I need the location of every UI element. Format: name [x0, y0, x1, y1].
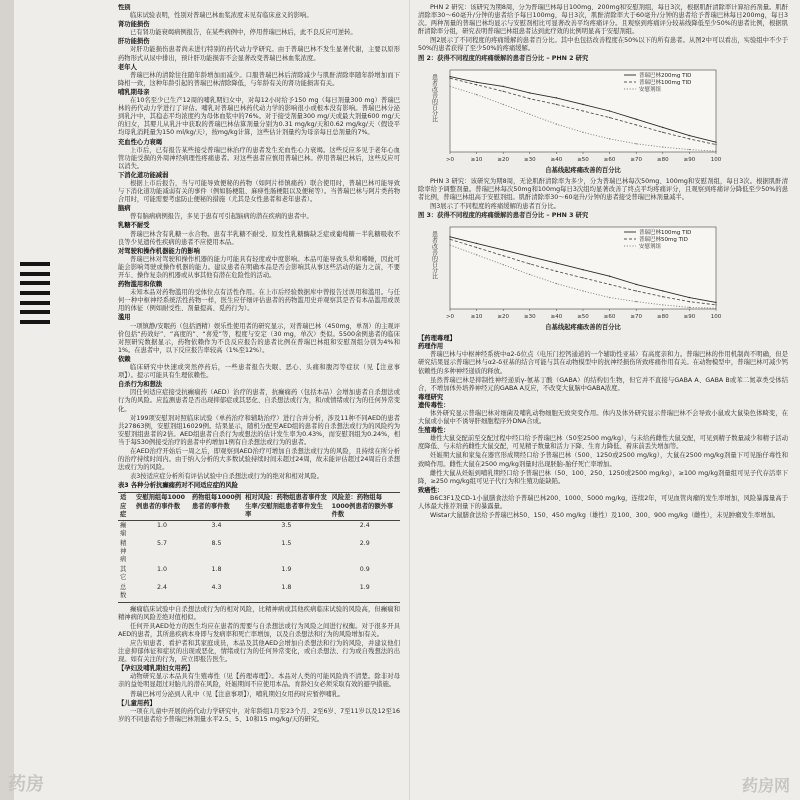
data-point — [689, 148, 690, 149]
table-cell: 2.9 — [359, 539, 370, 547]
pharmacology-toxicology-text — [418, 335, 788, 520]
paragraph: 普瑞巴林对驾驶和操作机器的能力可能具有轻度或中度影响。本品可能导致头晕和嗜睡，因此可能会影响驾驶或操作机器的能力。建议患者在明确本品是否会影响其从事这些活动的能力之前，不要开车、操作复杂的机器或从事其他有潜在危险性的活动。 — [118, 255, 400, 279]
data-point — [636, 143, 637, 144]
table-3-header-cell: 药物组每1000例患者的事件数 — [192, 494, 242, 510]
legend-label: 普瑞巴林200mg TID — [639, 72, 692, 79]
data-point — [609, 110, 610, 111]
data-point — [715, 144, 716, 145]
y-axis-label: 患者改善的百分比 — [430, 73, 438, 122]
section-heading: 老年人 — [118, 63, 137, 71]
table-cell: 3.5 — [281, 521, 292, 529]
x-tick-label: ≥60 — [603, 156, 616, 163]
left-column — [118, 4, 400, 800]
phn3-study-text — [418, 178, 788, 211]
table-cell: 总数 — [120, 584, 127, 600]
legend-label: 普瑞巴林50mg TID — [639, 237, 688, 244]
paragraph: 任何开具AED处方的医生均应在患者的需要与自杀想法或行为风险之间进行权衡。对于很多开具AED的患者，其所患疾病本身即与发病率和死亡率增加，以及自杀想法和行为的风险增加有关。 — [118, 622, 400, 638]
data-point — [715, 304, 716, 305]
data-point — [503, 255, 504, 256]
table-cell: 4.3 — [211, 584, 222, 592]
data-point — [449, 239, 450, 240]
data-point — [529, 92, 530, 93]
data-point — [662, 131, 663, 132]
data-point — [636, 118, 637, 119]
data-point — [609, 297, 610, 298]
paragraph: 虽然普瑞巴林是抑制性神经递质γ-氨基丁酸（GABA）的结构衍生物，但它并不直接与GABA A、GABA B或苯二氮䓬类受体结合，不增加体外培养神经元的GABA A反应，不改变大鼠脑中GABA浓度。 — [418, 376, 788, 392]
paragraph: 妊娠期大鼠和家兔在器官形成期经口给予普瑞巴林（500、1250或2500 mg/kg），大鼠在2500 mg/kg剂量下可见胎仔毒性和致畸作用。雌性大鼠在2500 mg/kg剂量时出现胚胎-胎仔死亡率增加。 — [418, 452, 788, 468]
paragraph: 普瑞巴林含有乳糖一水合物。患有半乳糖不耐受、原发性乳糖酶缺乏症或葡萄糖－半乳糖吸收不良等少见遗传性疾病的患者不应使用本品。 — [118, 230, 400, 246]
data-point — [662, 290, 663, 291]
section-heading: 遗传毒性： — [418, 401, 450, 409]
section-heading: 【孕妇及哺乳期妇女用药】 — [118, 665, 194, 673]
paragraph: PHN 3 研究：该研究为期8周，无论肌酐清除率为多少，分为普瑞巴林每次50mg、100mg和安慰剂组，每日3次。根据肌酐清除率给予调整剂量。普瑞巴林每次50mg和100mg每日3次组均显著改善了终点平均疼痛评分，且观察到疼痛评分降低至少50%的患者比例，普瑞巴林组高于安慰剂组。肌酐清除率30～60毫升/分钟的患者接受普瑞巴林剂量减半。 — [418, 177, 788, 201]
data-point — [449, 236, 450, 237]
data-point — [476, 243, 477, 244]
data-point — [476, 94, 477, 95]
data-point — [476, 247, 477, 248]
paragraph: 普瑞巴林与中枢神经系统中α2-δ位点（电压门控钙通道的一个辅助性亚基）有高度亲和力。普瑞巴林的作用机制尚不明确，但是研究结果显示普瑞巴林与α2-δ亚基的结合可能与其在动物模型中的抗神经损伤所致疼痛作用有关。在动物模型中，普瑞巴林可减少钙依赖性的多种神经递质的释放。 — [418, 351, 788, 375]
data-point — [636, 290, 637, 291]
x-tick-label: ≥60 — [603, 314, 616, 321]
data-point — [636, 284, 637, 285]
table-cell: 癫痫 — [120, 521, 127, 537]
data-point — [609, 284, 610, 285]
right-column — [418, 4, 788, 800]
paragraph: 上市后，已有报告某些接受普瑞巴林治疗的患者发生充血性心力衰竭。这些反应多见于老年心血管功能受损的外周神经病理性疼痛患者。对这些患者应慎用普瑞巴林。停用普瑞巴林后，这些反应可以消失。 — [118, 146, 400, 170]
table-caption: 表3 各种分析抗癫痫药对不同适应症的风险 — [118, 482, 238, 490]
data-point — [689, 297, 690, 298]
paragraph: 体外研究显示普瑞巴林对细菌及哺乳动物细胞无致突变作用。体内及体外研究显示普瑞巴林不会导致小鼠或大鼠染色体畸变，在大鼠或小鼠中不诱导肝细胞程序外DNA合成。 — [418, 409, 788, 426]
paragraph: Wistar大鼠膳食法给予普瑞巴林50、150、450 mg/kg（雄性）及100、300、900 mg/kg（雌性），未见肿瘤发生率增加。 — [430, 512, 780, 520]
x-tick-label: ≥40 — [550, 314, 563, 321]
figure-3-title: 图 3：获得不同程度的疼痛缓解的患者百分比 – PHN 3 研究 — [418, 212, 589, 220]
data-point — [556, 271, 557, 272]
data-point — [556, 123, 557, 124]
table-cell: 精神病 — [120, 539, 127, 564]
phn2-study-text — [418, 4, 788, 54]
figure-2-title: 图 2：获得不同程度的疼痛缓解的患者百分比 – PHN 2 研究 — [418, 54, 589, 62]
section-heading: 充血性心力衰竭 — [118, 138, 163, 146]
data-point — [503, 249, 504, 250]
paragraph: 临床试验表明，性别对普瑞巴林血浆浓度未见有临床意义的影响。 — [130, 12, 313, 20]
x-tick-label: ≥40 — [550, 156, 563, 163]
section-heading: 自杀行为和想法 — [118, 381, 163, 389]
table-cell: 0.9 — [359, 566, 370, 574]
table-row — [118, 565, 400, 583]
data-point — [476, 81, 477, 82]
data-point — [689, 307, 690, 308]
table-cell: 1.9 — [281, 566, 292, 574]
table-cell: 1.0 — [157, 566, 168, 574]
legend-label: 安慰剂组 — [639, 86, 662, 93]
column-divider — [409, 0, 410, 800]
table-cell: 3.4 — [211, 521, 222, 529]
paragraph: 一项在儿童中开展的药代动力学研究中，对年龄组1月至23个月、2至6岁、7至11岁以及12至16岁的不同患者给予普瑞巴林剂量水平2.5、5、10和15 mg/kg/天的研究。 — [118, 707, 400, 723]
data-point — [582, 290, 583, 291]
data-point — [689, 301, 690, 302]
section-heading: 下消化道功能减弱 — [118, 171, 169, 179]
x-tick-label: >0 — [445, 156, 455, 163]
paragraph: 在AED治疗开始后一周之后，即观察到AED治疗可增加自杀想法或行为的风险，且持续在所分析的治疗持续时间内。由于纳入分析的大多数试验持续时间未超过24周，故未能评估超过24周后自杀想法或行为的风险。 — [118, 447, 400, 472]
table-row — [118, 583, 400, 602]
table-3-header-cell: 适应症 — [120, 494, 127, 518]
paragraph: 图3展示了不同程度的疼痛缓解的患者百分比。 — [430, 202, 560, 210]
table-3-header-row — [118, 493, 400, 520]
paragraph: 临床研究中快速或突然停药后，一些患者报告失眠、恶心、头痛和腹泻等症状（见【注意事项】）。提示可能具有生理依赖性。 — [118, 364, 400, 380]
x-tick-label: >0 — [445, 314, 455, 321]
data-point — [529, 98, 530, 99]
paragraph: 一项镇静/安眠药（包括酒精）娱乐性使用者的研究显示，对普瑞巴林（450mg，单剂）的主观评价包括“药效好”、“高度的”、“喜爱”等，程度与安定（30 mg，单次）类似。5500余例患者的临床对照研究数据显示，药物依赖作为不良反应报告的患者比例在普瑞巴林组和安慰剂组分别为4%和1%。在患者中，以下反应报告率较高（1%至12%）。 — [118, 322, 400, 354]
table-cell: 8.5 — [211, 539, 222, 547]
section-heading: 【儿童用药】 — [118, 699, 156, 707]
table-3-header-cell: 相对风险：药物组患者事件发生率/安慰剂组患者事件发生率 — [245, 494, 327, 518]
paragraph: 曾有脑病病例报告，多见于患有可引起脑病的潜在疾病的患者中。 — [130, 213, 313, 221]
section-heading: 毒理研究 — [418, 393, 444, 401]
data-point — [582, 131, 583, 132]
data-point — [582, 269, 583, 270]
x-tick-label: ≥30 — [523, 314, 536, 321]
paragraph: 动物研究显示本品具有生殖毒性（见【药理毒理】）。本品对人类的可能风险尚不清楚。除非对母亲的益处明显超过对胎儿的潜在风险，妊娠期间不应使用本品。育龄妇女必须采取有效的避孕措施。 — [118, 673, 400, 689]
data-point — [503, 103, 504, 104]
x-tick-label: ≥30 — [523, 156, 536, 163]
data-point — [715, 141, 716, 142]
table-3-header-cell: 风险差：药物组每1000例患者的额外事件数 — [331, 494, 394, 518]
paragraph: 在10名至少已生产12周的哺乳期妇女中，对每12小时给予150 mg（每日剂量300 mg）普瑞巴林的药代动力学进行了评估。哺乳对普瑞巴林药代动力学的影响很小或根本没有影响。普瑞巴林分泌到乳汁中，其稳态平均浓度约为母体血浆中的76%。对于接受剂量300 mg/天或最大剂量600 mg/天的妇女，其婴儿从乳汁中获取的普瑞巴林估算剂量分别为0.31 mg/kg/天和0.62 mg/kg/天（假设平均母乳消耗量为150 ml/kg/天），按mg/kg计算，这些估计剂量约为母亲每日总剂量的7%。 — [118, 97, 400, 137]
watermark-left: 药房 — [8, 774, 44, 795]
section-heading: 肝功能损伤 — [118, 38, 150, 46]
data-point — [689, 138, 690, 139]
x-tick-label: 100 — [710, 314, 722, 321]
data-point — [662, 146, 663, 147]
data-point — [529, 113, 530, 114]
table-cell: 其它 — [120, 566, 127, 582]
data-point — [449, 76, 450, 77]
table-cell: 2.4 — [359, 521, 370, 529]
table-cell: 1.0 — [157, 521, 168, 529]
legend-label: 普瑞巴林100mg TID — [639, 230, 692, 237]
table-cell: 1.8 — [211, 566, 222, 574]
data-point — [503, 90, 504, 91]
section-heading: 致癌性： — [418, 486, 444, 494]
barcode — [20, 262, 50, 324]
section-heading: 【药理毒理】 — [418, 335, 456, 343]
section-heading: 脑病 — [118, 205, 131, 213]
left-column-text-continued — [118, 606, 400, 724]
paragraph: 根据上市后报告，当与可能导致便秘的药物（如阿片样镇痛药）联合使用时，普瑞巴林可能导致与下消化道功能减弱有关的事件（例如肠梗阻、麻痹性肠梗阻以及便秘等）。当普瑞巴林与阿片类药物合用时，可能需要考虑防止便秘的措施（尤其是女性患者和老年患者）。 — [118, 179, 400, 204]
data-point — [449, 77, 450, 78]
data-point — [449, 244, 450, 245]
paragraph: 癫痫临床试验中自杀想法或行为的相对风险，比精神病或其他疾病临床试验的风险高，但癫痫和精神病的风险差绝对值相似。 — [118, 605, 400, 621]
x-tick-label: ≥90 — [683, 156, 696, 163]
paragraph: 因任何适应症接受抗癫痫药（AED）治疗的患者，抗癫痫药（包括本品）会增加患者自杀想法或行为的风险。应监测患者是否出现抑郁症或其恶化、自杀想法或行为，和/或情绪或行为的任何异常变化。 — [118, 389, 400, 413]
paragraph: B6C3F1及CD-1小鼠膳食法给予普瑞巴林200、1000、5000 mg/kg，连续2年，可见血管肉瘤的发生率增加，风险暴露量高于人体最大推荐剂量下的暴露量。 — [418, 494, 788, 510]
data-point — [715, 150, 716, 151]
x-tick-label: ≥10 — [470, 156, 483, 163]
paragraph: 表3按适应症分析所有评估试验中自杀想法或行为的绝对和相对风险。 — [130, 473, 323, 481]
paragraph: 雌性大鼠从妊娠到哺乳期经口给予普瑞巴林（50、100、250、1250或2500 mg/kg），≥100 mg/kg剂量组可见子代存活率下降，≥250 mg/kg组可见子代行为和生殖功能缺陷。 — [418, 469, 788, 485]
paragraph: 未知本品对药物滥用的受体位点有活性作用。在上市后经验数据库中曾报告过误用和滥用。与任何一种中枢神经系统活性药物一样，医生应仔细评估患者的药物滥用史并观察其是否有本品滥用或误用的体征（例如耐受性、剂量提高、觅药行为）。 — [118, 289, 400, 313]
table-cell: 1.8 — [281, 584, 292, 592]
table-cell: 1.5 — [281, 539, 292, 547]
data-point — [689, 135, 690, 136]
legend-label: 普瑞巴林100mg TID — [639, 79, 692, 86]
data-point — [609, 138, 610, 139]
x-tick-label: 100 — [710, 156, 722, 163]
paragraph: 对199项安慰剂对照临床试验（单药治疗和辅助治疗）进行合并分析，涉及11种不同AED的患者共27863例，安慰剂组16029例。结果显示，随机分配至AED组的患者的自杀想法或行为的风险约为安慰剂组患者的2倍。AED组患者自杀行为或想法的估计发生率为0.43%，而安慰剂组为0.24%，相当于每530例接受治疗的患者中约增加1例有自杀想法或行为的患者。 — [118, 414, 400, 446]
figure-3-chart — [424, 221, 724, 333]
section-heading: 药物滥用和依赖 — [118, 281, 163, 289]
paragraph: 应告知患者、看护者和其家庭成员，本品及其他AED会增加自杀想法和行为的风险，并建议他们注意抑郁体征和症状的出现或恶化，情绪或行为的任何异常变化，或自杀想法、行为或自残想法的出现。如有关注的行为，应立即报告医生。 — [118, 639, 400, 664]
data-point — [636, 124, 637, 125]
table-row — [118, 520, 400, 539]
data-point — [662, 126, 663, 127]
data-point — [609, 276, 610, 277]
paragraph: 普瑞巴林可分泌到人乳中（见【注意事项】），哺乳期妇女用药时应暂停哺乳。 — [130, 690, 345, 698]
paragraph: 已有肾功能衰竭病例报告，在某些病例中，停用普瑞巴林后，此不良反应可逆转。 — [130, 29, 357, 37]
x-tick-label: ≥20 — [497, 156, 510, 163]
watermark-right: 药房网 — [741, 776, 790, 795]
table-3-header-cell: 安慰剂组每1000例患者的事件数 — [136, 494, 186, 510]
data-point — [636, 301, 637, 302]
data-point — [715, 302, 716, 303]
x-tick-label: ≥80 — [656, 314, 669, 321]
data-point — [662, 304, 663, 305]
paragraph: 对肝功能损伤患者尚未进行特别的药代动力学研究。由于普瑞巴林不发生显著代谢，主要以原形药物形式从尿中排出，预计肝功能损害不会显著改变普瑞巴林血浆浓度。 — [118, 46, 400, 62]
section-heading: 对驾驶和操作机器能力的影响 — [118, 247, 200, 255]
data-point — [556, 97, 557, 98]
x-tick-label: ≥90 — [683, 314, 696, 321]
data-point — [582, 103, 583, 104]
x-tick-label: ≥10 — [470, 314, 483, 321]
table-cell: 5.7 — [157, 539, 168, 547]
data-point — [529, 256, 530, 257]
section-heading: 滥用 — [118, 314, 131, 322]
table-row — [118, 539, 400, 565]
paragraph: 雄性大鼠交配前至交配过程中经口给予普瑞巴林（50至2500 mg/kg），与未给药雌性大鼠交配，可见到精子数量减少和精子活动度降低、与未给药雌性大鼠交配，可见精子数量和活力下降、生育力降低、着床前丢失增加等。 — [418, 435, 788, 451]
x-axis-label: 自基线起疼痛改善的百分比 — [545, 166, 621, 174]
table-cell: 2.4 — [157, 584, 168, 592]
data-point — [556, 103, 557, 104]
table-3 — [118, 492, 400, 602]
paragraph: PHN 2 研究：该研究为期8周，分为普瑞巴林每日100mg、200mg和安慰剂组，每日3次，根据肌酐清除率计算给药剂量。肌酐清除率30～60毫升/分钟的患者给予每日100mg，每日3次，肌酐清除率大于60毫升/分钟的患者给予普瑞巴林每日200mg，每日3次。两种剂量的普瑞巴林均显示与安慰剂相比可显著改善平均疼痛评分。且观察到疼痛评分较基线降低至少50%的患者比例，根据肌酐清除率分组，研究表明普瑞巴林组患者达到此疗效的比例明显高于安慰剂组。 — [418, 4, 788, 36]
data-point — [609, 117, 610, 118]
section-heading: 药理作用 — [418, 343, 444, 351]
data-point — [556, 283, 557, 284]
x-tick-label: ≥70 — [630, 156, 643, 163]
x-tick-label: ≥70 — [630, 314, 643, 321]
data-point — [503, 264, 504, 265]
data-point — [556, 263, 557, 264]
page-left-edge — [0, 0, 14, 800]
data-point — [449, 85, 450, 86]
paragraph: 图2展示了不同程度的疼痛缓解的患者百分比。其中也包括改善程度在50%以下的所有患者。从图2中可以看出，实验组中不少于50%的患者获得了至少50%的疼痛缓解。 — [418, 37, 788, 53]
data-point — [529, 274, 530, 275]
data-point — [503, 85, 504, 86]
legend-label: 安慰剂组 — [639, 244, 662, 251]
section-heading: 哺乳期母亲 — [118, 88, 150, 96]
x-tick-label: ≥50 — [577, 314, 589, 321]
data-point — [662, 296, 663, 297]
x-tick-label: ≥80 — [656, 156, 669, 163]
data-point — [582, 110, 583, 111]
data-point — [476, 254, 477, 255]
x-axis-label: 自基线起疼痛改善的百分比 — [545, 324, 621, 332]
section-heading: 肾功能损伤 — [118, 21, 150, 29]
left-column-text — [118, 4, 400, 490]
data-point — [582, 277, 583, 278]
x-tick-label: ≥50 — [577, 156, 589, 163]
data-point — [476, 84, 477, 85]
section-heading: 生殖毒性： — [418, 427, 450, 435]
paragraph: 普瑞巴林的清除往往随年龄增加而减少。口服普瑞巴林后清除减少与肌酐清除率随年龄增加而下降相一致，这种年龄引起的普瑞巴林清除降低，与年龄有关的肾功能损害有关。 — [118, 71, 400, 87]
section-heading: 乳糖不耐受 — [118, 222, 150, 230]
data-point — [715, 308, 716, 309]
table-cell: 1.9 — [359, 584, 370, 592]
data-point — [529, 263, 530, 264]
x-tick-label: ≥20 — [497, 314, 510, 321]
y-axis-label: 患者改善的百分比 — [430, 231, 438, 280]
section-heading: 依赖 — [118, 355, 131, 363]
section-heading: 性别 — [118, 4, 131, 11]
figure-2-chart — [424, 64, 724, 176]
